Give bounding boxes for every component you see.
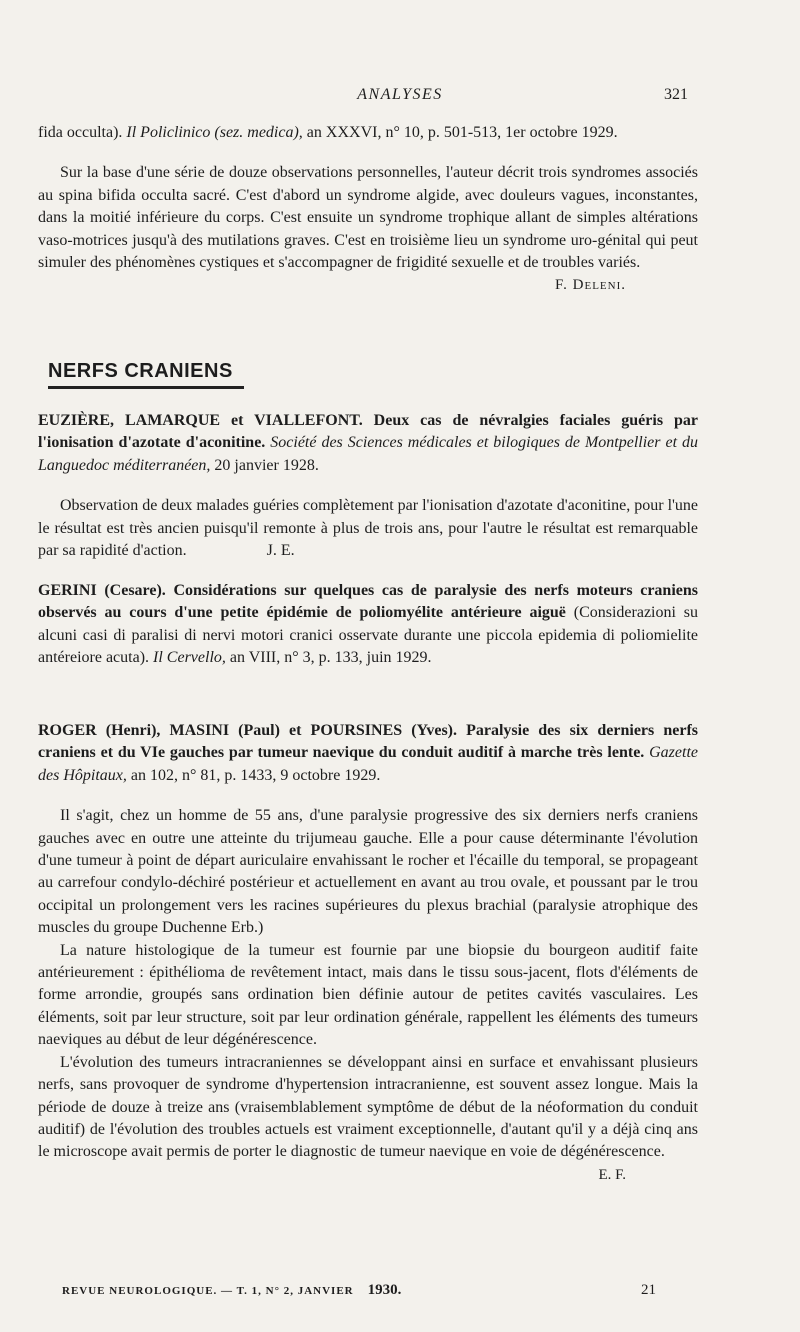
entry-body: Observation de deux malades guéries complètement par l'ionisation d'azotate d'aconitine, pour l'une le résultat est très ancien puisqu'il remonte à plus de trois ans, pour l'autre le résultat est remarquable par sa rapidité d'action. J. E.	[38, 497, 698, 560]
entry-title: Paralysie des six derniers nerfs craniens et du VIe gauches par tumeur naevique du conduit auditif à marche très lente.	[38, 722, 698, 762]
entry-authors: EUZIÈRE, LAMARQUE et VIALLEFONT.	[38, 412, 363, 429]
entry-paragraph: La nature histologique de la tumeur est fournie par une biopsie du bourgeon auditif faite antérieurement : épithélioma de revêtement intact, mais dans le tissu sous-jacent, flots d'éléments de forme arrondie, groupés sans ordination bien définie autour de petites cavités vasculaires. Les éléments, soit par leur structure, soit par leur ordination générale, rappellent les éléments des tumeurs naeviques au début de leur dégénérescence.	[38, 941, 698, 1049]
entry-reference: ROGER (Henri), MASINI (Paul) et POURSINES (Yves). Paralysie des six derniers nerfs craniens et du VIe gauches par tumeur naevique du conduit auditif à marche très lente. Gazette des Hôpitaux, an 102, n° 81, p. 1433, 9 octobre 1929.	[38, 722, 699, 784]
entry-source: Il Cervello,	[153, 649, 226, 667]
entry-title: Deux cas de névralgies faciales guéris par l'ionisation d'azotate d'aconitine.	[38, 412, 698, 452]
entry-roger	[38, 720, 698, 1186]
entry-reference: GERINI (Cesare). Considérations sur quelques cas de paralysie des nerfs moteurs craniens observés au cours d'une petite épidémie de poliomyélite antérieure aiguë (Considerazioni su alcuni casi di paralisi di nervi motori cranici osservate durante une piccola epidemia di poliomielite antéreiore acuta). Il Cervello, an VIII, n° 3, p. 133, juin 1929.	[38, 582, 699, 667]
continued-journal: Il Policlinico (sez. medica),	[126, 124, 303, 141]
section-title: NERFS CRANIENS	[48, 360, 233, 382]
entry-gerini	[38, 580, 698, 670]
entry-paragraph: Il s'agit, chez un homme de 55 ans, d'une paralysie progressive des six derniers nerfs craniens gauches avec en outre une atteinte du trijumeau gauche. Elle a pour cause déterminante l'évolution d'une tumeur à point de départ auriculaire envahissant le rocher et l'écaille du temporal, se propageant au carrefour condylo-déchiré postérieur et actuellement en avant au trou ovale, et poussant par le trou occipital un prolongement vers les racines supérieures du plexus brachial (paralysie atrophique des muscles du groupe Duchenne Erb.)	[38, 807, 698, 937]
continued-body: Sur la base d'une série de douze observations personnelles, l'auteur décrit trois syndromes associés au spina bifida occulta sacré. C'est d'abord un syndrome algide, avec douleurs vagues, inconstantes, dans la moitié inférieure du corps. C'est ensuite un syndrome trophique allant de simples altérations vaso-motrices jusqu'à des mutilations graves. C'est en troisième lieu un syndrome uro-génital qui peut simuler des phénomènes cystiques et s'accompagner de frigidité sexuelle et de troubles variés.	[38, 164, 698, 272]
entry-paragraph: L'évolution des tumeurs intracraniennes se développant ainsi en surface et envahissant plusieurs nerfs, sans provoquer de syndrome d'hypertension intracranienne, est souvent assez longue. Mais la période de douze à treize ans (vraisemblablement symptôme de début de la néoformation du conduit auditif) de l'évolution des troubles actuels est vraiment exceptionnelle, d'autant qu'il y a déjà cinq ans le microscope avait permis de porter le diagnostic de tumeur naevique en voie de dégénérescence.	[38, 1053, 698, 1161]
entry-signature: E. F.	[598, 1166, 626, 1183]
running-header	[0, 86, 800, 108]
continued-signature: F. Deleni.	[555, 277, 626, 294]
entry-source: Gazette des Hôpitaux,	[38, 744, 699, 784]
entry-reference: EUZIÈRE, LAMARQUE et VIALLEFONT. Deux cas de névralgies faciales guéris par l'ionisation d'azotate d'aconitine. Société des Sciences médicales et bilogiques de Montpellier et du Languedoc méditerranéen, 20 janvier 1928.	[38, 412, 698, 474]
entry-signature: J. E.	[266, 542, 295, 560]
header-page-number: 321	[664, 86, 688, 103]
entry-title: Considérations sur quelques cas de paralysie des nerfs moteurs craniens observés au cours d'une petite épidémie de poliomyélite antérieure aiguë	[38, 582, 699, 622]
entry-authors: ROGER (Henri), MASINI (Paul) et POURSINES (Yves).	[38, 722, 457, 739]
footer-year: 1930.	[367, 1282, 402, 1298]
page-footer	[62, 1282, 662, 1299]
entry-euziere	[38, 410, 698, 562]
continued-reference: fida occulta). Il Policlinico (sez. medica), an XXXVI, n° 10, p. 501-513, 1er octobre 1929.	[38, 124, 618, 141]
footer-journal: REVUE NEUROLOGIQUE. — T. 1, N° 2, JANVIER	[62, 1285, 354, 1297]
entry-source: Société des Sciences médicales et bilogiques de Montpellier et du Languedoc méditerranéen,	[38, 434, 698, 474]
section-underline	[48, 386, 244, 389]
footer-page-number: 21	[641, 1282, 656, 1298]
header-title: ANALYSES	[357, 86, 443, 103]
entry-authors: GERINI (Cesare).	[38, 582, 166, 599]
continued-abstract	[38, 122, 698, 297]
